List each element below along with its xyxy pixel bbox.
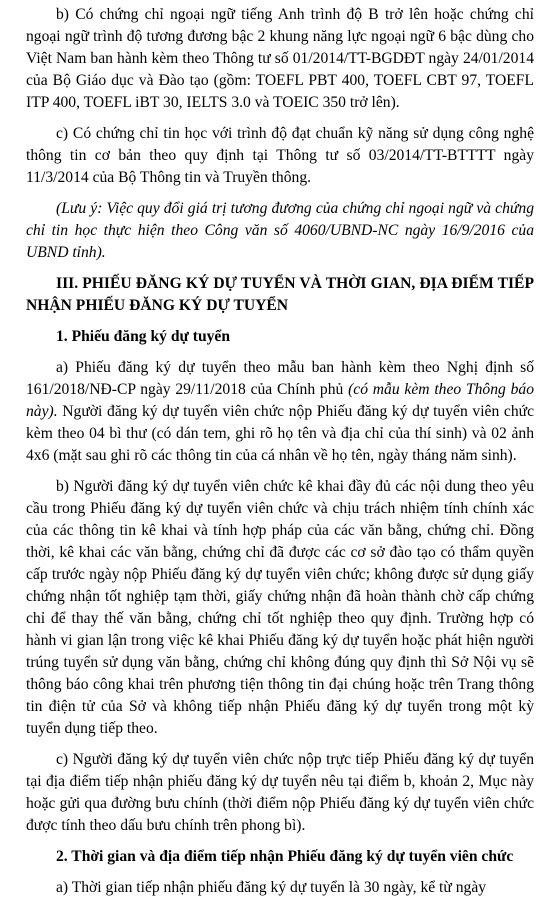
paragraph-1a-italic: (có mẫu kèm theo Thông báo này).: [26, 381, 534, 420]
paragraph-1a-end: Người đăng ký dự tuyển viên chức nộp Phiếu đăng ký dự tuyển viên chức kèm theo 04 bì thư (có dán tem, ghi rõ họ tên và địa chỉ của thí sinh) và 02 ảnh 4x6 (mặt sau ghi rõ các thông tin của cá nhân về họ tên, ngày tháng năm sinh).: [26, 403, 534, 464]
paragraph-1b: b) Người đăng ký dự tuyển viên chức kê khai đầy đủ các nội dung theo yêu cầu trong Phiếu đăng ký dự tuyển viên chức và chịu trách nhiệm tính chính xác của các thông tin kê khai và tính hợp pháp của các văn bằng, chứng chỉ. Đồng thời, kê khai các văn bằng, chứng chỉ đã được các cơ sở đào tạo có thẩm quyền cấp trước ngày nộp Phiếu đăng ký dự tuyển viên chức; không được sử dụng giấy chứng nhận tốt nghiệp tạm thời, giấy chứng nhận đã hoàn thành chờ cấp chứng chỉ để thay thế văn bằng, chứng chỉ tốt nghiệp theo quy định. Trường hợp có hành vi gian lận trong việc kê khai Phiếu đăng ký dự tuyển hoặc phát hiện người trúng tuyển sử dụng văn bằng, chứng chỉ không đúng quy định thì Sở Nội vụ sẽ thông báo công khai trên phương tiện thông tin đại chúng hoặc trên Trang thông tin điện tử của Sở và không tiếp nhận Phiếu đăng ký dự tuyển trong một kỳ tuyển dụng tiếp theo.: [26, 478, 534, 737]
paragraph-b-foreign-language: b) Có chứng chỉ ngoại ngữ tiếng Anh trình độ B trở lên hoặc chứng chỉ ngoại ngữ trình độ tương đương bậc 2 khung năng lực ngoại ngữ 6 bậc dùng cho Việt Nam ban hành kèm theo Thông tư số 01/2014/TT-BGDĐT ngày 24/01/2014 của Bộ Giáo dục và Đào tạo (gồm: TOEFL PBT 400, TOEFL CBT 97, TOEFL ITP 400, TOEFL iBT 30, IELTS 3.0 và TOEIC 350 trở lên).: [26, 6, 534, 111]
paragraph-2a: a) Thời gian tiếp nhận phiếu đăng ký dự tuyển là 30 ngày, kể từ ngày: [56, 879, 487, 896]
note-paragraph: (Lưu ý: Việc quy đổi giá trị tương đương của chứng chỉ ngoại ngữ và chứng chỉ tin học thực hiện theo Công văn số 4060/UBND-NC ngày 16/9/2016 của UBND tỉnh).: [26, 200, 534, 261]
section-heading-iii: III. PHIẾU ĐĂNG KÝ DỰ TUYỂN VÀ THỜI GIAN, ĐỊA ĐIỂM TIẾP NHẬN PHIẾU ĐĂNG KÝ DỰ TUYỂN: [26, 275, 534, 314]
subheading-1: 1. Phiếu đăng ký dự tuyển: [56, 328, 231, 345]
paragraph-c-it-certificate: c) Có chứng chỉ tin học với trình độ đạt chuẩn kỹ năng sử dụng công nghệ thông tin cơ bản theo quy định tại Thông tư số 03/2014/TT-BTTTT ngày 11/3/2014 của Bộ Thông tin và Truyền thông.: [26, 125, 534, 186]
paragraph-1c: c) Người đăng ký dự tuyển viên chức nộp trực tiếp Phiếu đăng ký dự tuyển tại địa điểm tiếp nhận phiếu đăng ký dự tuyển nêu tại điểm b, khoản 2, Mục này hoặc gửi qua đường bưu chính (thời điểm nộp Phiếu đăng ký dự tuyển viên chức được tính theo dấu bưu chính trên phong bì).: [26, 751, 534, 834]
paragraph-1a: [26, 357, 534, 467]
paragraph-1a-start: a) Phiếu đăng ký dự tuyển theo mẫu ban hành kèm theo Nghị định số 161/2018/NĐ-CP ngày 29/11/2018 của Chính phủ: [26, 359, 534, 398]
subheading-2: 2. Thời gian và địa điểm tiếp nhận Phiếu đăng ký dự tuyển viên chức: [56, 848, 514, 865]
